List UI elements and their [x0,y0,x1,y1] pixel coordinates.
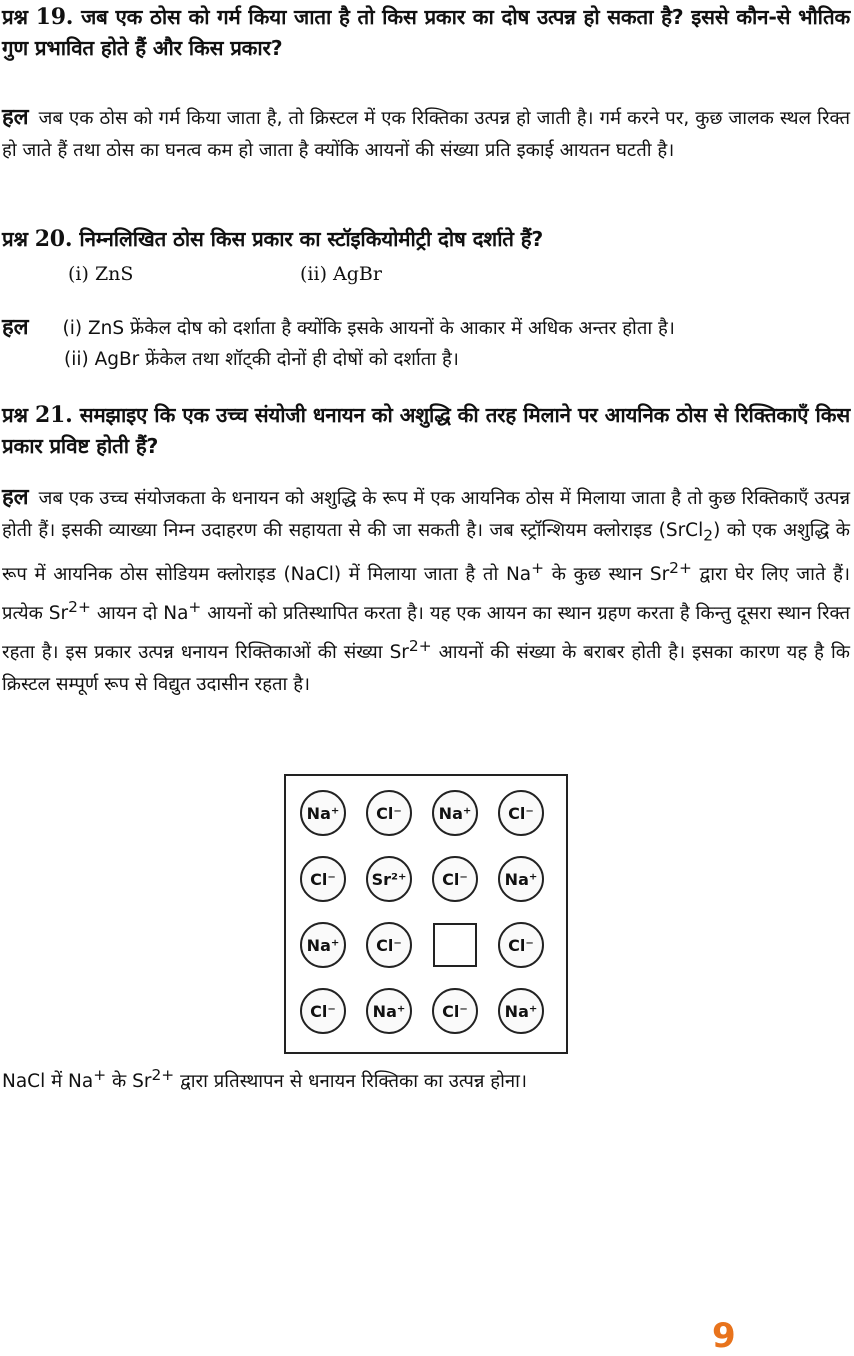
superscript: 2+ [151,1066,175,1084]
question-number: 20. [34,226,73,252]
answer-label: हल [2,105,29,130]
option-1: (i) ZnS [68,263,134,285]
answer-text: आयनों को प्रतिस्थापित करता है। यह एक आयन का स्थान ग्रहण करता है किन्तु दूसरा स्थान रिक्त रहता है। इस प्रकार उत्पन्न धनायन रिक्तिकाओं की संख्या Sr [2,603,850,664]
answer-19 [2,102,850,167]
question-19 [2,2,850,64]
cation-vacancy [433,923,477,967]
ion-3-3: Na⁺ [498,988,544,1034]
subscript: 2 [703,526,714,545]
answer-text: द्वारा घेर लिए जाते हैं। प्रत्येक Sr [2,563,850,624]
answer-label: हल [2,315,29,340]
answer-21 [2,482,850,701]
ion-2-3: Cl⁻ [498,922,544,968]
ion-2-0: Na⁺ [300,922,346,968]
question-21 [2,400,850,462]
ion-3-0: Cl⁻ [300,988,346,1034]
ion-0-3: Cl⁻ [498,790,544,836]
answer-text: के कुछ स्थान Sr [544,563,670,585]
nacl-lattice-diagram [284,774,568,1054]
answer-text: आयन दो Na [90,603,189,624]
question-number: 21. [34,402,73,428]
option-2: (ii) AgBr [300,263,382,285]
superscript: 2+ [669,558,692,577]
caption-text: के Sr [106,1071,152,1093]
figure-caption [2,1066,527,1093]
answer-text: ) को एक अशुद्धि के रूप में आयनिक ठोस सोडियम क्लोराइड (NaCl) में मिलाया जाता है तो Na [2,520,850,585]
answer-text: आयनों की संख्या के बराबर होती है। इसका कारण यह है कि क्रिस्टल सम्पूर्ण रूप से विद्युत उदासीन रहता है। [2,642,850,696]
answer-20 [2,312,850,345]
question-label: प्रश्न [2,5,28,29]
ion-3-1: Na⁺ [366,988,412,1034]
superscript: + [531,558,545,577]
question-number: 19. [35,4,74,30]
superscript: 2+ [68,597,91,616]
superscript: + [93,1066,107,1084]
ion-1-0: Cl⁻ [300,856,346,902]
answer-label: हल [2,485,29,510]
ion-1-2: Cl⁻ [432,856,478,902]
question-label: प्रश्न [2,403,28,427]
superscript: + [188,597,202,616]
caption-text: द्वारा प्रतिस्थापन से धनायन रिक्तिका का उत्पन्न होना। [174,1071,527,1093]
answer-20-line-2: (ii) AgBr फ्रेंकेल तथा शॉट्की दोनों ही दोषों को दर्शाता है। [64,349,459,370]
ion-0-2: Na⁺ [432,790,478,836]
answer-text: जब एक ठोस को गर्म किया जाता है, तो क्रिस्टल में एक रिक्तिका उत्पन्न हो जाती है। गर्म करने पर, कुछ जालक स्थल रिक्त हो जाते हैं तथा ठोस का घनत्व कम हो जाता है क्योंकि आयनों की संख्या प्रति इकाई आयतन घटती है। [2,108,850,161]
ion-1-1: Sr²⁺ [366,856,412,902]
answer-text: जब एक उच्च संयोजकता के धनायन को अशुद्धि के रूप में एक आयनिक ठोस में मिलाया जाता है तो कुछ रिक्तिकाएँ उत्पन्न होती हैं। इसकी व्याख्या निम्न उदाहरण की सहायता से की जा सकती है। जब स्ट्रॉन्शियम क्लोराइड (SrCl [2,488,850,541]
question-text: निम्नलिखित ठोस किस प्रकार का स्टॉइकियोमीट्री दोष दर्शाते हैं? [79,227,544,251]
question-text: समझाइए कि एक उच्च संयोजी धनायन को अशुद्धि की तरह मिलाने पर आयनिक ठोस से रिक्तिकाएँ किस प्रकार प्रविष्ट होती हैं? [2,403,850,458]
superscript: 2+ [408,637,432,655]
page-number: 9 [712,1316,736,1356]
ion-0-1: Cl⁻ [366,790,412,836]
ion-3-2: Cl⁻ [432,988,478,1034]
caption-text: NaCl में Na [2,1071,94,1093]
question-20 [2,224,850,255]
answer-line-1: (i) ZnS फ्रेंकेल दोष को दर्शाता है क्योंकि इसके आयनों के आकार में अधिक अन्तर होता है। [62,318,675,339]
ion-1-3: Na⁺ [498,856,544,902]
ion-0-0: Na⁺ [300,790,346,836]
ion-2-1: Cl⁻ [366,922,412,968]
question-text: जब एक ठोस को गर्म किया जाता है तो किस प्रकार का दोष उत्पन्न हो सकता है? इससे कौन-से भौतिक गुण प्रभावित होते हैं और किस प्रकार? [2,5,850,60]
question-label: प्रश्न [2,227,28,251]
